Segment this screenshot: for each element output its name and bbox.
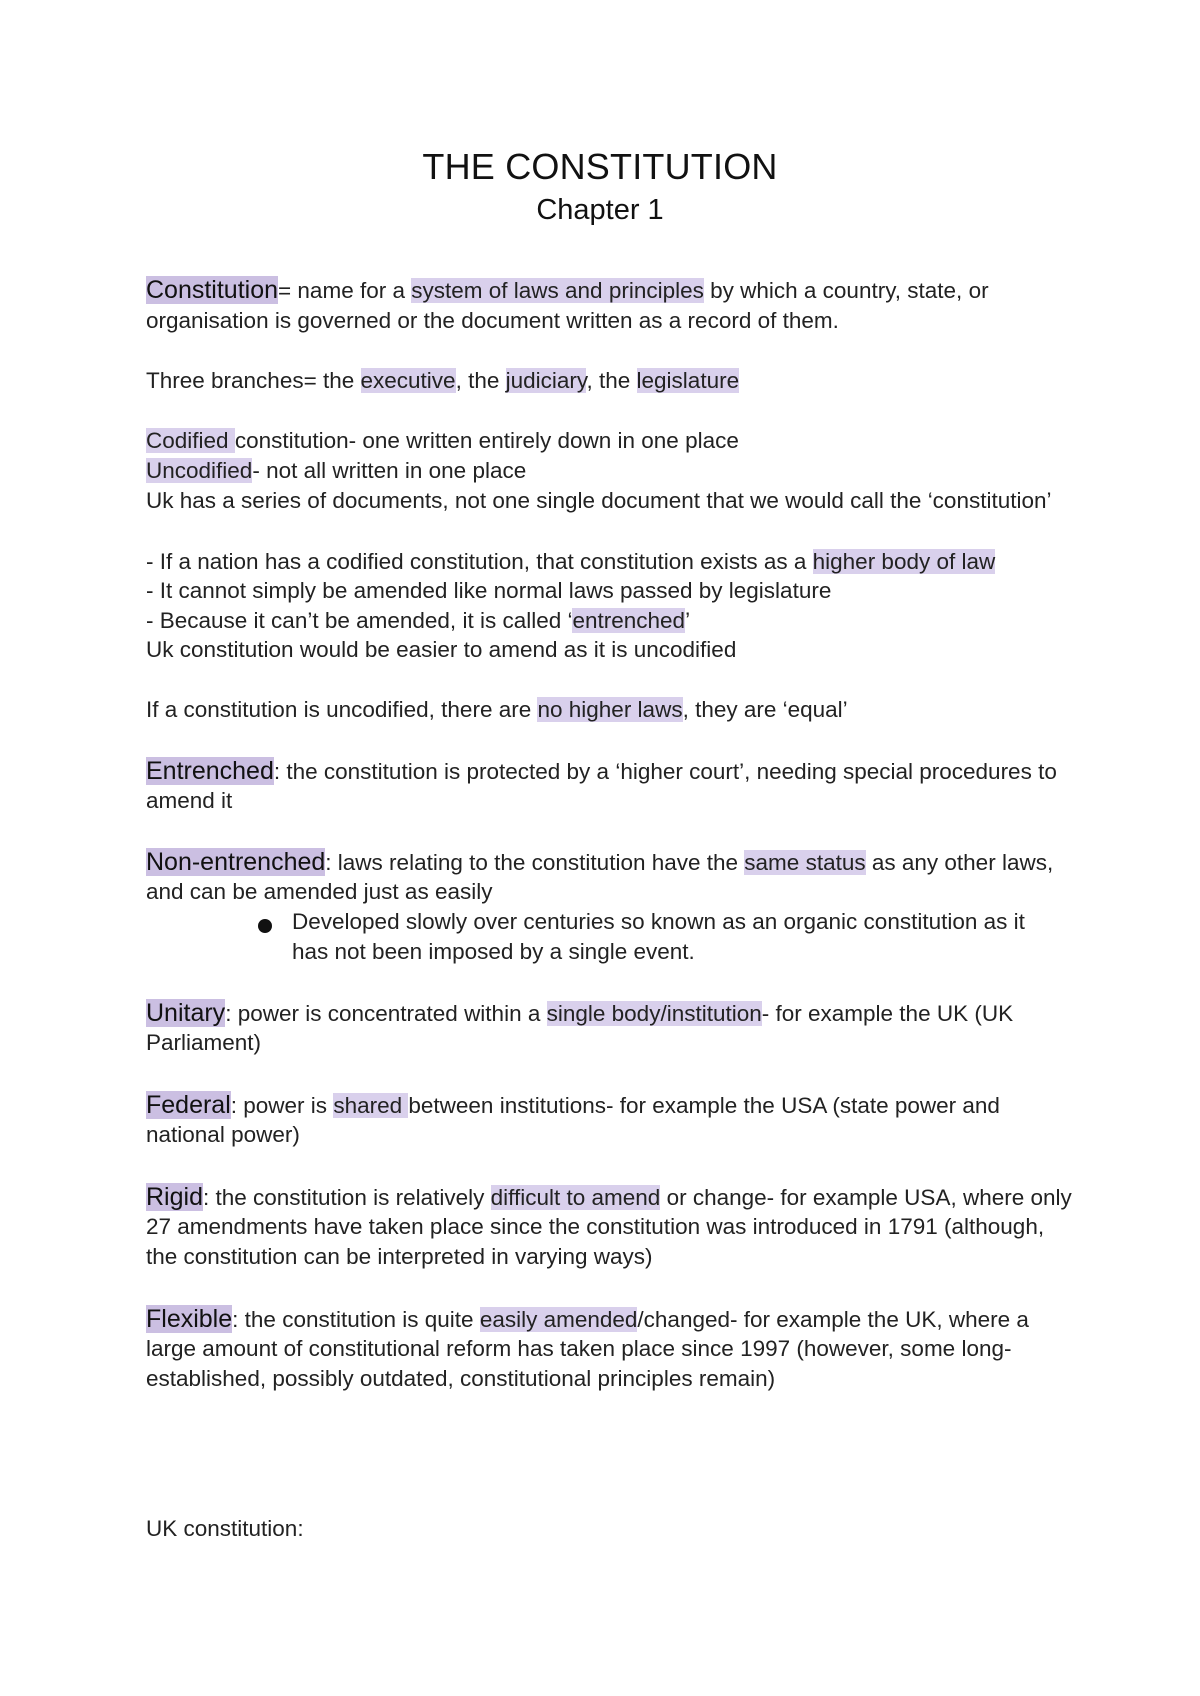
codified-higher-law-line: - If a nation has a codified constitution, that constitution exists as a higher body of law [146,549,996,574]
codified-line: Codified constitution- one written entirely down in one place [146,428,739,453]
flexible-definition-line-1: Flexible: the constitution is quite easily amended/changed- for example the UK, where a [146,1305,1029,1333]
entrenched-definition-line-2: amend it [146,788,233,813]
page-title: THE CONSTITUTION [422,146,778,187]
unitary-definition-line-2: Parliament) [146,1030,262,1055]
flexible-definition-line-2: large amount of constitutional reform has taken place since 1997 (however, some long- [146,1336,1012,1361]
uk-constitution-heading: UK constitution: [146,1516,304,1541]
highlight-judiciary: judiciary [505,368,587,393]
uncodified-line: Uncodified- not all written in one place [146,458,527,483]
term-non-entrenched: Non-entrenched [146,848,326,876]
uk-documents-line: Uk has a series of documents, not one single document that we would call the ‘constitution’ [146,488,1052,513]
non-entrenched-definition-line-2: and can be amended just as easily [146,879,493,904]
highlight-system-of-laws: system of laws and principles [411,278,704,303]
rigid-definition-line-2: 27 amendments have taken place since the constitution was introduced in 1791 (although, [146,1214,1045,1239]
rigid-definition-line-3: the constitution can be interpreted in varying ways) [146,1244,653,1269]
entrenched-called-line: - Because it can’t be amended, it is called ‘entrenched’ [146,608,691,633]
term-rigid: Rigid [146,1183,203,1211]
highlight-shared: shared [333,1093,409,1118]
highlight-codified: Codified [146,428,235,453]
highlight-same-status: same status [744,850,866,875]
term-federal: Federal [146,1091,231,1119]
term-flexible: Flexible [146,1305,233,1333]
highlight-no-higher-laws: no higher laws [537,697,683,722]
three-branches-line: Three branches= the executive, the judiciary, the legislature [146,368,740,393]
highlight-uncodified: Uncodified [146,458,253,483]
bullet-dot-icon [258,919,272,933]
term-entrenched: Entrenched [146,757,274,785]
bullet-item-line-2: has not been imposed by a single event. [292,939,695,964]
non-entrenched-definition-line-1: Non-entrenched: laws relating to the constitution have the same status as any other laws, [146,848,1054,876]
constitution-definition-line-2: organisation is governed or the document written as a record of them. [146,308,839,333]
unitary-definition-line-1: Unitary: power is concentrated within a single body/institution- for example the UK (UK [146,999,1014,1027]
entrenched-definition-line-1: Entrenched: the constitution is protected by a ‘higher court’, needing special procedures to [146,757,1057,785]
highlight-entrenched: entrenched [572,608,686,633]
flexible-definition-line-3: established, possibly outdated, constitutional principles remain) [146,1366,776,1391]
federal-definition-line-2: national power) [146,1122,300,1147]
highlight-executive: executive [360,368,456,393]
federal-definition-line-1: Federal: power is shared between institutions- for example the USA (state power and [146,1091,1000,1119]
cannot-amend-line: - It cannot simply be amended like normal laws passed by legislature [146,578,832,603]
highlight-difficult-to-amend: difficult to amend [490,1185,661,1210]
rigid-definition-line-1: Rigid: the constitution is relatively difficult to amend or change- for example USA, where only [146,1183,1072,1211]
highlight-single-body: single body/institution [546,1001,762,1026]
term-constitution: Constitution [146,276,279,304]
chapter-subtitle: Chapter 1 [536,194,664,226]
uk-easier-amend-line: Uk constitution would be easier to amend as it is uncodified [146,637,737,662]
highlight-easily-amended: easily amended [479,1307,638,1332]
term-unitary: Unitary [146,999,226,1027]
highlight-higher-body-of-law: higher body of law [812,549,996,574]
highlight-legislature: legislature [636,368,740,393]
constitution-definition-line-1: Constitution= name for a system of laws and principles by which a country, state, or [146,276,989,304]
no-higher-laws-line: If a constitution is uncodified, there are no higher laws, they are ‘equal’ [146,697,848,722]
bullet-item-line-1: Developed slowly over centuries so known as an organic constitution as it [292,909,1025,934]
